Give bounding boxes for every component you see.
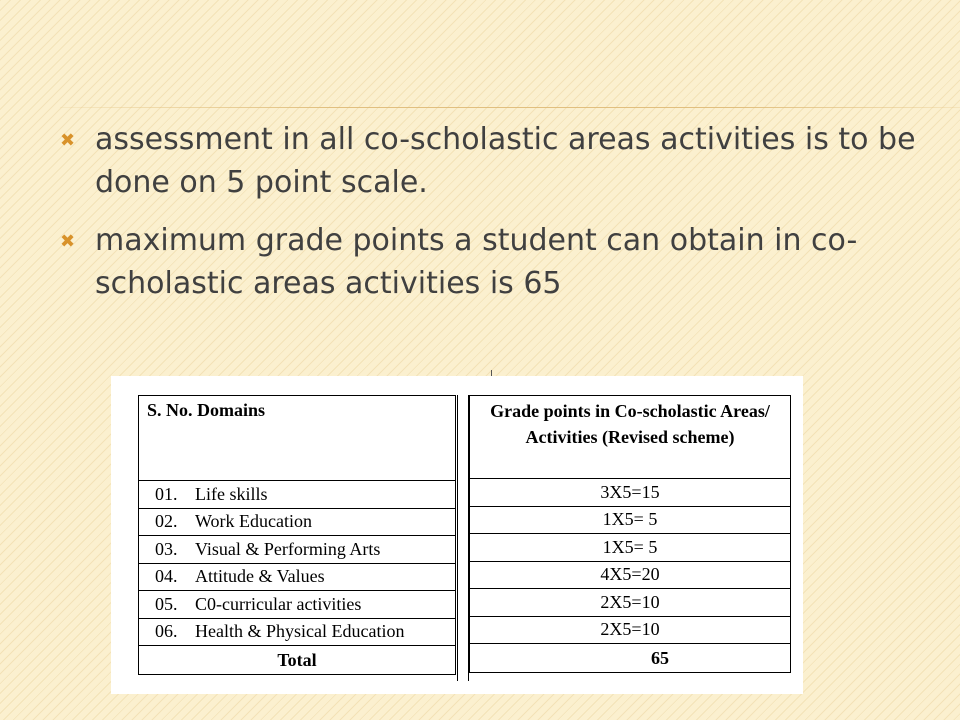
bullet-list bbox=[60, 118, 940, 320]
domain-cell: 03. Visual & Performing Arts bbox=[139, 536, 456, 564]
domain-cell: 06. Health & Physical Education bbox=[139, 618, 456, 646]
points-cell: 1X5= 5 bbox=[470, 534, 791, 562]
points-cell: 2X5=10 bbox=[470, 589, 791, 617]
domain-cell: 04. Attitude & Values bbox=[139, 563, 456, 591]
bullet-item bbox=[60, 118, 940, 204]
domain-cell: 05. C0-curricular activities bbox=[139, 591, 456, 619]
x-bullet-icon: ✖ bbox=[60, 130, 76, 151]
table-gap-lines bbox=[457, 395, 469, 681]
points-cell: 2X5=10 bbox=[470, 616, 791, 644]
total-value-cell bbox=[470, 644, 791, 673]
points-cell: 1X5= 5 bbox=[470, 506, 791, 534]
x-bullet-icon: ✖ bbox=[60, 231, 76, 252]
stray-mark bbox=[491, 370, 492, 376]
grade-points-header: Grade points in Co-scholastic Areas/ Activities (Revised scheme) bbox=[470, 396, 791, 479]
bullet-item bbox=[60, 219, 940, 305]
grade-points-table bbox=[469, 395, 791, 673]
bullet-text: maximum grade points a student can obtain in co-scholastic areas activities is 65 bbox=[95, 223, 858, 301]
domain-cell: 01. Life skills bbox=[139, 481, 456, 509]
domains-header: S. No. Domains bbox=[139, 396, 456, 481]
top-divider bbox=[60, 107, 960, 108]
total-label: Total bbox=[139, 646, 456, 675]
total-value: 65 bbox=[651, 647, 669, 668]
domain-cell: 02. Work Education bbox=[139, 508, 456, 536]
bullet-text: assessment in all co-scholastic areas activities is to be done on 5 point scale. bbox=[95, 122, 916, 200]
points-cell: 3X5=15 bbox=[470, 479, 791, 507]
domains-table bbox=[138, 395, 456, 675]
points-cell: 4X5=20 bbox=[470, 561, 791, 589]
grade-table-image bbox=[111, 376, 803, 694]
